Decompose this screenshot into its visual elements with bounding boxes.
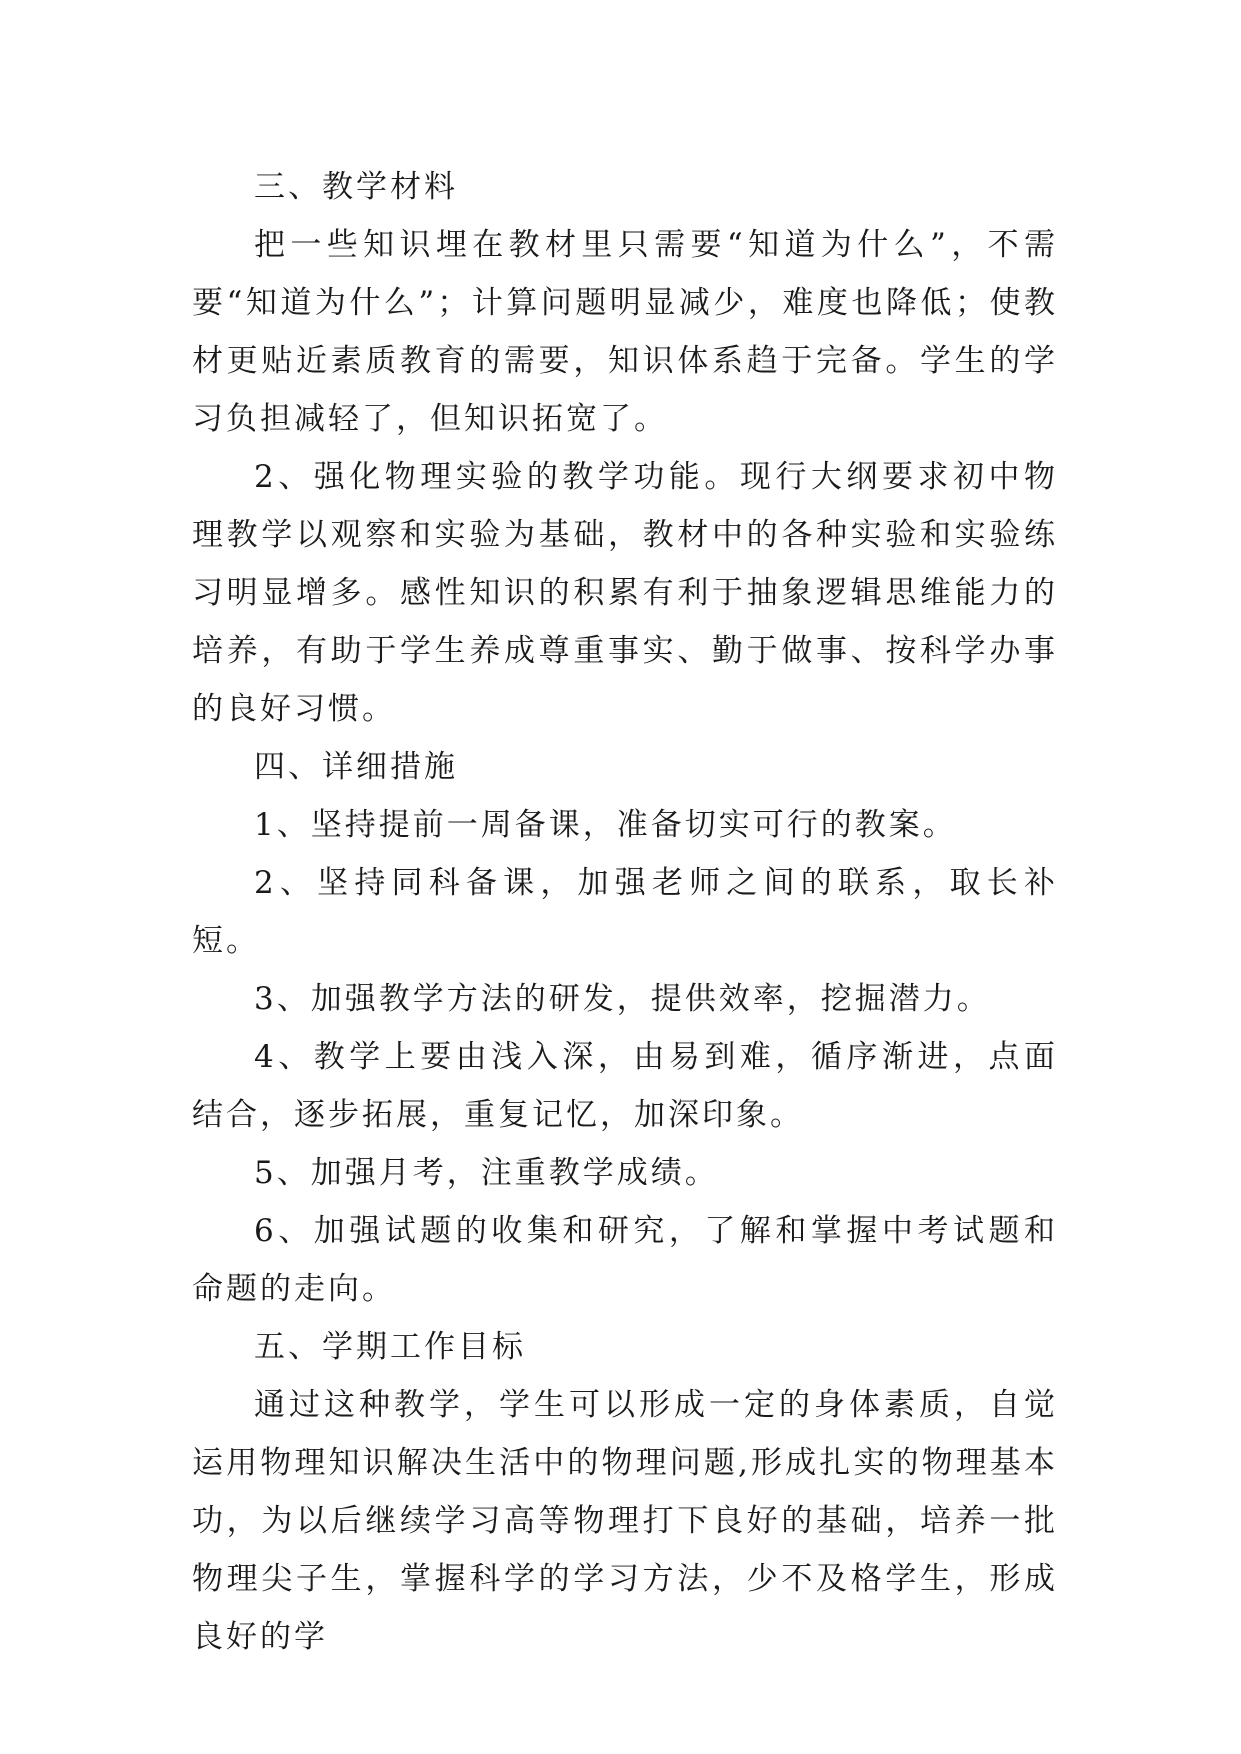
measure-item-1: 1、坚持提前一周备课，准备切实可行的教案。: [254, 807, 957, 843]
paragraph-semester-goals: 通过这种教学，学生可以形成一定的身体素质，自觉运用物理知识解决生活中的物理问题,形成扎实的物理基本功，为以后继续学习高等物理打下良好的基础，培养一批物理尖子生，掌握科学的学习方法，少不及格学生，形成良好的学: [192, 1387, 1058, 1655]
paragraph-textbook-content: 把一些知识埋在教材里只需要“知道为什么”，不需要“知道为什么”；计算问题明显减少，难度也降低；使教材更贴近素质教育的需要，知识体系趋于完备。学生的学习负担减轻了，但知识拓宽了。: [192, 227, 1058, 437]
measure-item-2: 2、坚持同科备课，加强老师之间的联系，取长补短。: [192, 865, 1058, 959]
measure-item-6: 6、加强试题的收集和研究，了解和掌握中考试题和命题的走向。: [192, 1213, 1058, 1307]
measure-item-3: 3、加强教学方法的研发，提供效率，挖掘潜力。: [254, 981, 991, 1017]
measure-item-4: 4、教学上要由浅入深，由易到难，循序渐进，点面结合，逐步拓展，重复记忆，加深印象。: [192, 1039, 1058, 1133]
section-heading-teaching-materials: 三、教学材料: [254, 169, 458, 205]
section-heading-measures: 四、详细措施: [254, 749, 458, 785]
measure-item-5: 5、加强月考，注重教学成绩。: [254, 1155, 719, 1191]
section-heading-semester-goals: 五、学期工作目标: [254, 1329, 526, 1365]
paragraph-experiment-function: 2、强化物理实验的教学功能。现行大纲要求初中物理教学以观察和实验为基础，教材中的各种实验和实验练习明显增多。感性知识的积累有利于抽象逻辑思维能力的培养，有助于学生养成尊重事实、勤于做事、按科学办事的良好习惯。: [192, 459, 1058, 727]
document-body: [192, 158, 1058, 1666]
